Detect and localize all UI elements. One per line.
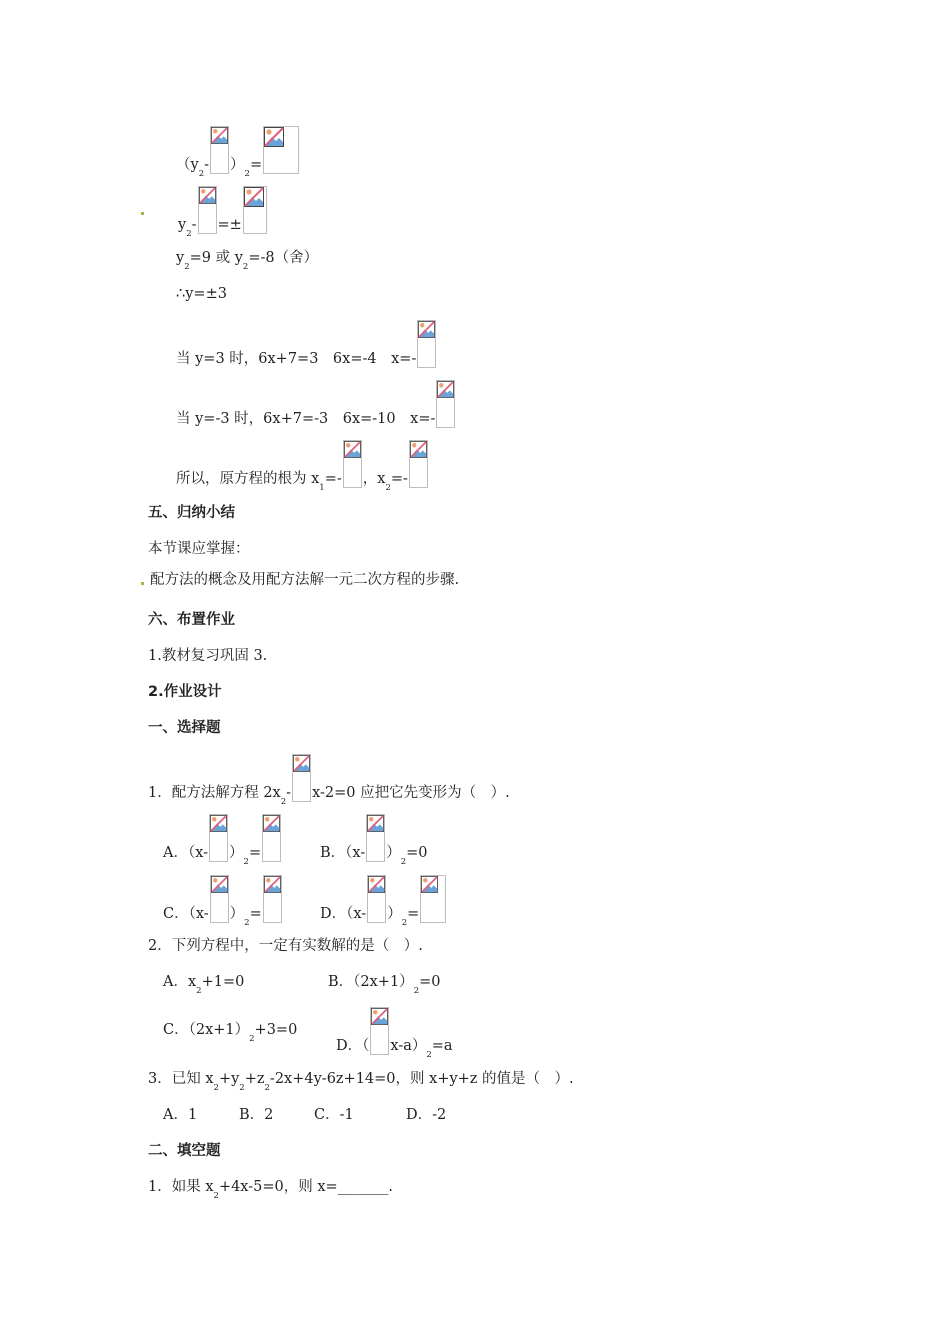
choice-q2-option-c: C．（2x+1） 2 +3=0 xyxy=(163,1022,298,1044)
broken-image-icon xyxy=(243,186,267,234)
broken-image-icon xyxy=(198,186,217,234)
text: x-2=0 应把它先变形为（ ）. xyxy=(312,785,510,801)
solution-line-3: y 2 =9 或 y 2 =-8（舍） xyxy=(176,250,319,272)
broken-image-icon xyxy=(263,126,299,174)
broken-image-icon xyxy=(262,814,281,862)
paragraph: 本节课应掌握： xyxy=(148,541,250,557)
choice-q1-option-d: D．（x- ） 2 = xyxy=(320,873,447,923)
text: =-8（舍） xyxy=(248,250,319,266)
text: +1=0 xyxy=(201,974,245,990)
broken-image-icon xyxy=(417,320,436,368)
text: =± xyxy=(217,217,242,233)
choice-question-2: 2．下列方程中，一定有实数解的是（ ）. xyxy=(148,938,423,954)
text: - xyxy=(286,785,292,801)
text: y xyxy=(178,217,187,233)
choice-q3-option-c: C．-1 xyxy=(314,1107,354,1123)
solution-line-7: 所以，原方程的根为 x 1 =- ，x 2 =- xyxy=(176,438,429,488)
paragraph: 1.教材复习巩固 3. xyxy=(148,648,268,664)
text: C．（2x+1） xyxy=(163,1022,250,1038)
solution-line-2: y 2 - =± xyxy=(178,184,268,234)
broken-image-icon xyxy=(409,440,428,488)
choice-q3-option-a: A．1 xyxy=(163,1107,198,1123)
bullet-mark xyxy=(141,212,144,215)
text: =0 xyxy=(419,974,441,990)
text: - xyxy=(204,157,210,173)
choice-q1-option-c: C．（x- ） 2 = xyxy=(163,873,283,923)
broken-image-icon xyxy=(343,440,362,488)
solution-line-5 xyxy=(176,318,437,368)
text: ） xyxy=(230,157,245,173)
text: A．（x- xyxy=(163,845,209,861)
text: ，x xyxy=(362,471,386,487)
text: = xyxy=(249,157,263,173)
text: y xyxy=(176,250,185,266)
text: =0 xyxy=(406,845,428,861)
text: ） xyxy=(229,845,244,861)
broken-image-icon xyxy=(209,814,228,862)
text: 1．如果 x xyxy=(148,1179,214,1195)
text: - xyxy=(191,217,197,233)
choice-question-3: 3．已知 x 2 +y 2 +z 2 -2x+4y-6z+14=0，则 x+y+z 的值是（ ）. xyxy=(148,1071,574,1093)
choice-question-1: 1．配方法解方程 2x 2 - x-2=0 应把它先变形为（ ）. xyxy=(148,752,510,802)
text: =a xyxy=(431,1038,453,1054)
text: （y xyxy=(176,157,199,173)
choice-q2-option-b: B．（2x+1） 2 =0 xyxy=(328,974,441,996)
broken-image-icon xyxy=(210,126,229,174)
text: C．（x- xyxy=(163,906,209,922)
text: B．（2x+1） xyxy=(328,974,414,990)
section-heading-summary: 五、归纳小结 xyxy=(148,505,235,521)
text: x-a） xyxy=(390,1038,427,1054)
text: D．（ xyxy=(336,1038,370,1054)
broken-image-icon xyxy=(370,1007,389,1055)
broken-image-icon xyxy=(436,380,455,428)
choice-q1-option-b: B．（x- ） 2 =0 xyxy=(320,812,428,862)
section-heading-homework: 六、布置作业 xyxy=(148,612,235,628)
text: ） xyxy=(386,845,401,861)
text: +y xyxy=(218,1071,240,1087)
text: B．（x- xyxy=(320,845,366,861)
paragraph: 配方法的概念及用配方法解一元二次方程的步骤. xyxy=(150,572,460,588)
text: +z xyxy=(244,1071,265,1087)
text: 所以，原方程的根为 x xyxy=(176,471,320,487)
fill-question-1: 1．如果 x 2 +4x-5=0，则 x=_______. xyxy=(148,1179,394,1201)
broken-image-icon xyxy=(292,754,311,802)
text: A．x xyxy=(163,974,197,990)
broken-image-icon xyxy=(367,875,386,923)
solution-line-1: （y 2 - ） 2 = xyxy=(176,124,300,174)
text: = xyxy=(248,845,262,861)
choice-q3-option-b: B．2 xyxy=(239,1107,274,1123)
text: ） xyxy=(387,906,402,922)
text: =- xyxy=(390,471,408,487)
broken-image-icon xyxy=(420,875,446,923)
text: 当 y=-3 时，6x+7=-3 6x=-10 x=- xyxy=(176,411,436,427)
broken-image-icon xyxy=(366,814,385,862)
choice-q3-option-d: D．-2 xyxy=(406,1107,447,1123)
text: 当 y=3 时，6x+7=3 6x=-4 x=- xyxy=(176,351,417,367)
solution-line-6 xyxy=(176,378,456,428)
subheading-homework-design: 2.作业设计 xyxy=(148,684,222,700)
text: = xyxy=(407,906,420,922)
broken-image-icon xyxy=(210,875,229,923)
broken-image-icon xyxy=(263,875,282,923)
section-heading-fill: 二、填空题 xyxy=(148,1143,221,1159)
section-heading-choice: 一、选择题 xyxy=(148,720,221,736)
text: ） xyxy=(229,906,245,922)
text: =- xyxy=(324,471,342,487)
text: 3．已知 x xyxy=(148,1071,214,1087)
choice-q2-option-d: D．（ x-a） 2 =a xyxy=(336,1005,453,1055)
bullet-mark xyxy=(141,582,144,585)
text: -2x+4y-6z+14=0，则 x+y+z 的值是（ ）. xyxy=(269,1071,574,1087)
text: +4x-5=0，则 x=_______. xyxy=(218,1179,394,1195)
text: =9 或 y xyxy=(189,250,243,266)
choice-q2-option-a: A．x 2 +1=0 xyxy=(163,974,245,996)
text: +3=0 xyxy=(254,1022,298,1038)
choice-q1-option-a: A．（x- ） 2 = xyxy=(163,812,282,862)
text: D．（x- xyxy=(320,906,367,922)
text: = xyxy=(249,906,262,922)
solution-line-4: ∴y=±3 xyxy=(176,286,227,302)
text: 1．配方法解方程 2x xyxy=(148,785,281,801)
